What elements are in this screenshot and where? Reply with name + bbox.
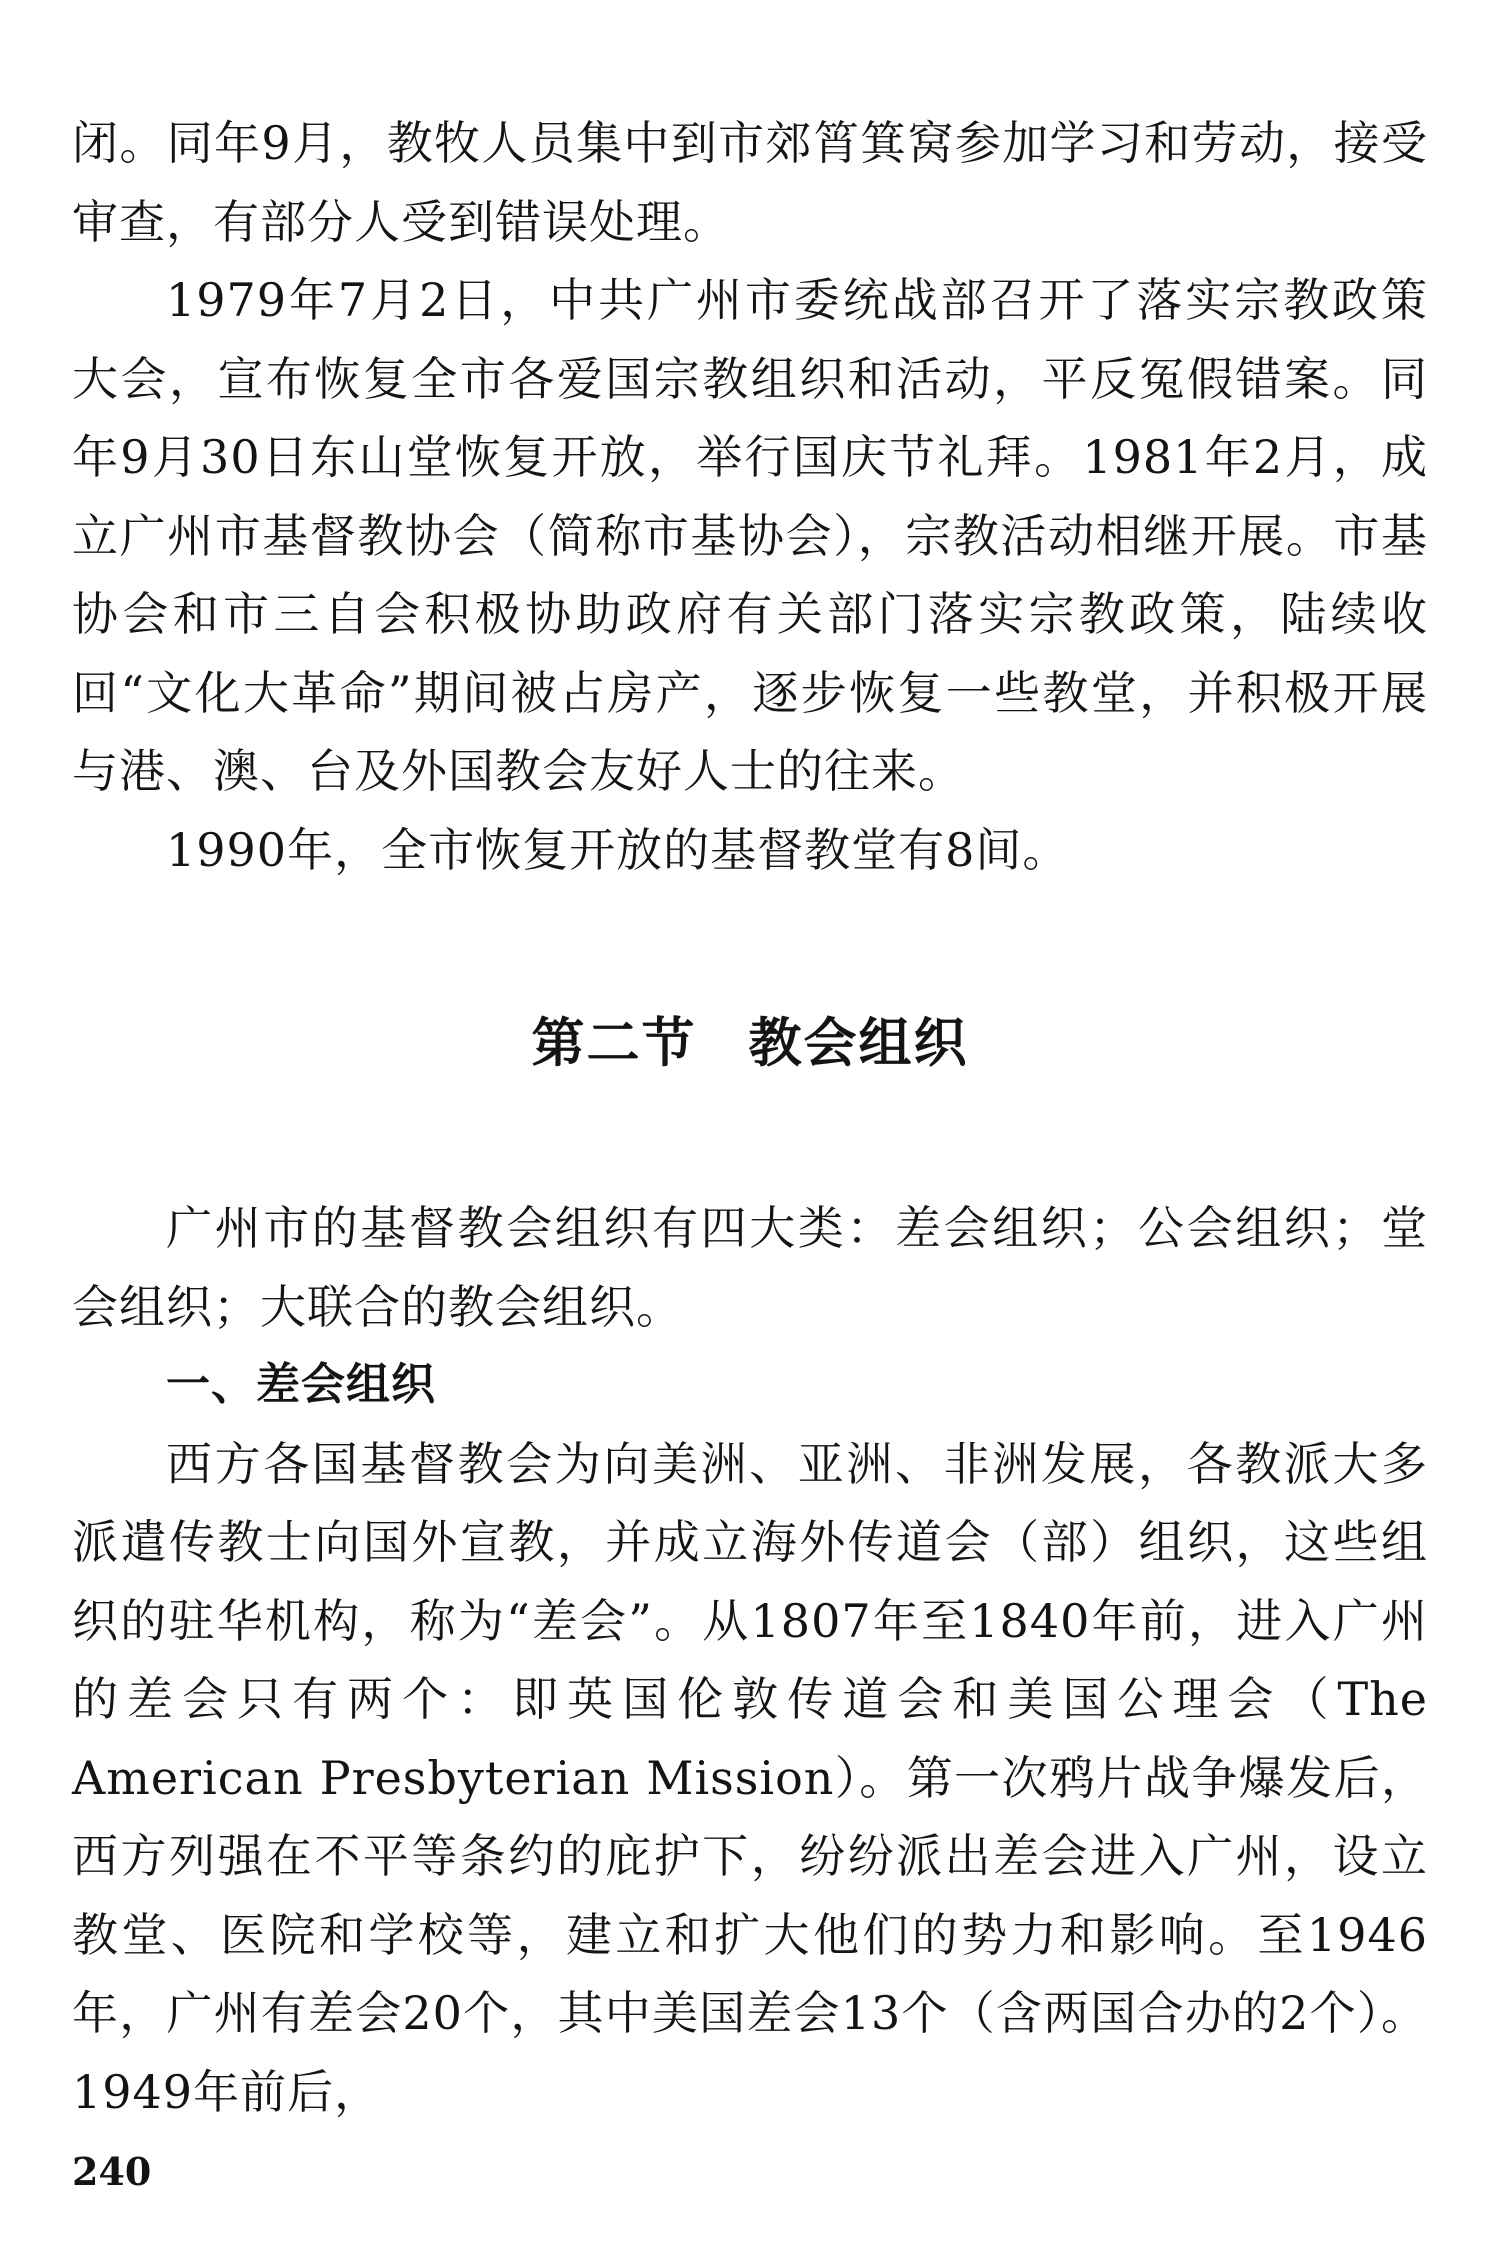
subsection-heading: 一、差会组织 [166, 1359, 436, 1410]
paragraph-1979-policy: 1979年7月2日，中共广州市委统战部召开了落实宗教政策大会，宣布恢复全市各爱国宗教组织和活动，平反冤假错案。同年9月30日东山堂恢复开放，举行国庆节礼拜。1981年2月，成立广州市基督教协会（简称市基协会），宗教活动相继开展。市基协会和市三自会积极协助政府有关部门落实宗教政策，陆续收回“文化大革命”期间被占房产，逐步恢复一些教堂，并积极开展与港、澳、台及外国教会友好人士的往来。 [72, 273, 1428, 798]
page-number: 240 [72, 2149, 152, 2194]
section-number: 第二节 [531, 1013, 697, 1074]
paragraph-continuation: 闭。同年9月，教牧人员集中到市郊筲箕窝参加学习和劳动，接受审查，有部分人受到错误处理。 [72, 116, 1428, 249]
page-body [72, 104, 1428, 2131]
paragraph-1990-churches: 1990年，全市恢复开放的基督教堂有8间。 [166, 822, 1070, 877]
paragraph-intro: 广州市的基督教会组织有四大类：差会组织；公会组织；堂会组织；大联合的教会组织。 [72, 1201, 1428, 1334]
section-title [72, 1009, 1428, 1079]
paragraph-mission-organizations: 西方各国基督教会为向美洲、亚洲、非洲发展，各教派大多派遣传教士向国外宣教，并成立海外传道会（部）组织，这些组织的驻华机构，称为“差会”。从1807年至1840年前，进入广州的差会只有两个：即英国伦敦传道会和美国公理会（The American Presbyterian Mission）。第一次鸦片战争爆发后，西方列强在不平等条约的庇护下，纷纷派出差会进入广州，设立教堂、医院和学校等，建立和扩大他们的势力和影响。至1946年，广州有差会20个，其中美国差会13个（含两国合办的2个）。1949年前后， [72, 1436, 1428, 2119]
section-name: 教会组织 [748, 1013, 969, 1074]
